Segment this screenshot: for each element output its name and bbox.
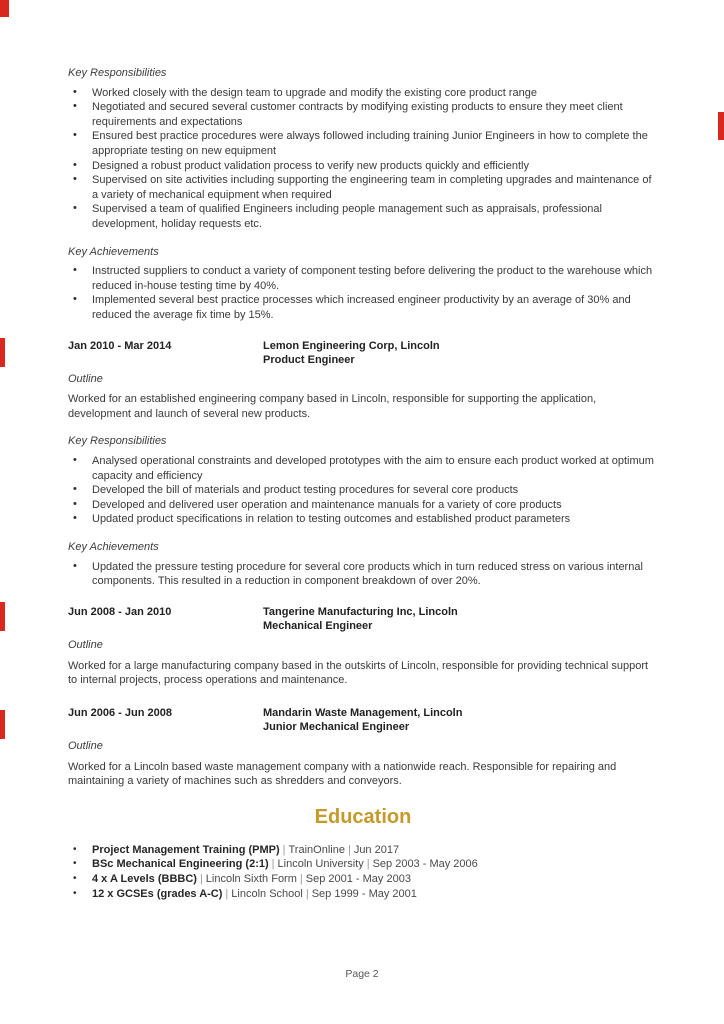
- pipe-separator: |: [299, 872, 303, 885]
- list-item: • Developed the bill of materials and product testing procedures for several core products: [68, 483, 658, 498]
- education-item-dates: Jun 2017: [353, 843, 400, 856]
- job-title: Mechanical Engineer: [263, 620, 373, 633]
- list-item: • Supervised on site activities including supporting the engineering team in completing upgrades and maintenance of a variety of mechanical equipment when required: [68, 173, 658, 202]
- job-outline-text: Worked for a large manufacturing company based in the outskirts of Lincoln, responsible for providing technical support to internal projects, process operations and maintenance.: [68, 659, 649, 687]
- list-item: • Instructed suppliers to conduct a variety of component testing before delivering the product to the warehouse which reduced in-house testing time by 40%.: [68, 264, 658, 293]
- page-footer: [0, 968, 724, 980]
- list-item: • Updated the pressure testing procedure for several core products which in turn reduced stress on various internal components. This resulted in a reduction in component breakdown of over 20%.: [68, 560, 658, 589]
- education-list: [68, 843, 658, 901]
- pipe-separator: |: [366, 858, 370, 871]
- job-dates: Jun 2006 - Jun 2008: [68, 706, 172, 719]
- education-item-org: Lincoln School: [231, 887, 303, 900]
- list-item: • Developed and delivered user operation and maintenance manuals for a variety of core products: [68, 498, 658, 513]
- job-heading: [68, 605, 658, 634]
- pipe-separator: |: [225, 887, 229, 900]
- responsibilities-list: [68, 86, 658, 232]
- achievements-list: [68, 264, 658, 322]
- education-heading: Education: [314, 805, 412, 828]
- continued-role-section: [68, 66, 658, 323]
- job-title: Junior Mechanical Engineer: [263, 721, 410, 734]
- job-company: Mandarin Waste Management, Lincoln: [263, 706, 463, 719]
- job-dates: Jun 2008 - Jan 2010: [68, 605, 172, 618]
- outline-label: Outline: [68, 639, 103, 651]
- job-company-role: [263, 605, 458, 634]
- page-edge-mark-left-1: [0, 338, 5, 367]
- page-number-label: Page 2: [345, 968, 379, 980]
- education-item-title: 12 x GCSEs (grades A-C): [92, 887, 223, 900]
- education-item: [68, 843, 658, 858]
- education-item-org: Lincoln University: [277, 858, 364, 871]
- job-company-role: [263, 339, 440, 368]
- pipe-separator: |: [199, 872, 203, 885]
- job-dates: Jan 2010 - Mar 2014: [68, 339, 172, 352]
- education-item: [68, 857, 658, 872]
- list-item: • Designed a robust product validation process to verify new products quickly and efficiently: [68, 159, 658, 174]
- page-edge-mark-top-left: [0, 0, 9, 17]
- job-title: Product Engineer: [263, 354, 355, 367]
- education-section: [68, 804, 658, 901]
- job-section-tangerine: [68, 605, 658, 688]
- cv-page-content: [68, 66, 658, 901]
- achievements-list: [68, 560, 658, 589]
- page-edge-mark-left-2: [0, 602, 5, 631]
- outline-label: Outline: [68, 739, 103, 752]
- page-edge-mark-left-3: [0, 710, 5, 739]
- list-item: • Implemented several best practice processes which increased engineer productivity by an average of 30% and reduced the average fix time by 15%.: [68, 293, 658, 322]
- list-item: • Updated product specifications in relation to testing outcomes and established product parameters: [68, 512, 658, 527]
- education-item-dates: Sep 2003 - May 2006: [372, 858, 478, 871]
- list-item: • Ensured best practice procedures were always followed including training Junior Engineers in how to complete the appropriate testing on new equipment: [68, 129, 658, 158]
- job-section-lemon: [68, 339, 658, 589]
- pipe-separator: |: [282, 843, 286, 856]
- outline-label: Outline: [68, 372, 103, 385]
- education-item-title: BSc Mechanical Engineering (2:1): [92, 858, 269, 871]
- education-item-title: 4 x A Levels (BBBC): [92, 872, 197, 885]
- pipe-separator: |: [305, 887, 309, 900]
- education-item-org: TrainOnline: [288, 843, 345, 856]
- job-heading: [68, 339, 658, 368]
- education-item-dates: Sep 2001 - May 2003: [305, 872, 411, 885]
- list-item: • Analysed operational constraints and developed prototypes with the aim to ensure each product worked at optimum capacity and efficiency: [68, 454, 658, 483]
- job-company: Tangerine Manufacturing Inc, Lincoln: [263, 605, 458, 618]
- key-achievements-label: Key Achievements: [68, 245, 159, 258]
- education-item-dates: Sep 1999 - May 2001: [311, 887, 417, 900]
- job-heading: [68, 706, 658, 735]
- job-outline-text: Worked for an established engineering company based in Lincoln, responsible for supporting the application, development and launch of several new products.: [68, 393, 597, 420]
- list-item: • Supervised a team of qualified Engineers including people management such as appraisals, professional development, holiday requests etc.: [68, 202, 658, 231]
- list-item: • Worked closely with the design team to upgrade and modify the existing core product range: [68, 86, 658, 101]
- page-edge-mark-right: [718, 112, 724, 140]
- job-outline-text: Worked for a Lincoln based waste management company with a nationwide reach. Responsible for repairing and maintaining a variety of machines such as shredders and conveyors.: [68, 760, 617, 788]
- job-company: Lemon Engineering Corp, Lincoln: [263, 339, 440, 352]
- key-responsibilities-label: Key Responsibilities: [68, 435, 167, 448]
- job-section-mandarin: [68, 706, 658, 789]
- pipe-separator: |: [347, 843, 351, 856]
- education-item: [68, 872, 658, 887]
- job-company-role: [263, 706, 462, 735]
- responsibilities-list: [68, 454, 658, 527]
- education-item: [68, 887, 658, 902]
- list-item: • Negotiated and secured several customer contracts by modifying existing products to ensure they meet client requirements and expectations: [68, 100, 658, 129]
- education-item-org: Lincoln Sixth Form: [205, 872, 297, 885]
- education-item-title: Project Management Training (PMP): [92, 843, 280, 856]
- key-responsibilities-label: Key Responsibilities: [68, 67, 167, 79]
- key-achievements-label: Key Achievements: [68, 541, 159, 554]
- pipe-separator: |: [271, 858, 275, 871]
